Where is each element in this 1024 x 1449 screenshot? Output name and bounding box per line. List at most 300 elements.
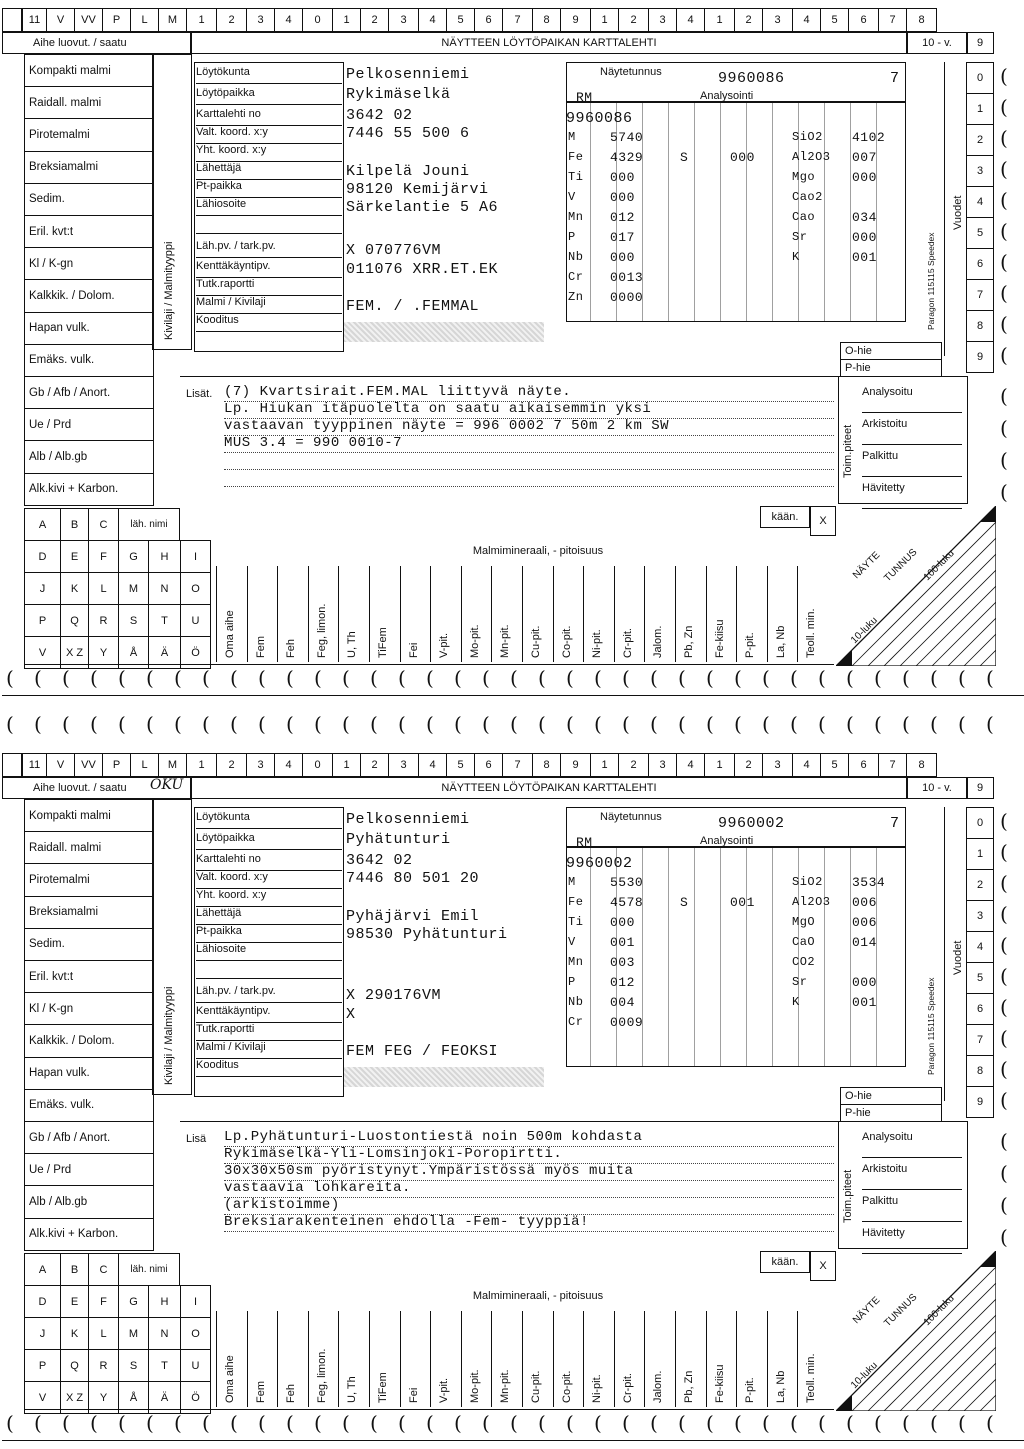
letter-cell[interactable] — [118, 1285, 149, 1318]
top-cell[interactable] — [446, 8, 475, 32]
top-cell-12[interactable] — [2, 8, 22, 32]
field-label-text: Kooditus — [196, 1059, 239, 1071]
element-value[interactable]: 4329 — [610, 150, 644, 165]
top-cell[interactable] — [274, 753, 303, 777]
toim-item[interactable] — [862, 1163, 962, 1190]
lahpv-value[interactable]: X 290176VM — [346, 987, 442, 1004]
top-cell[interactable] — [502, 8, 533, 32]
top-cell[interactable] — [648, 753, 677, 777]
kenttakaynti-value[interactable]: X — [346, 1006, 356, 1023]
top-cell[interactable] — [388, 753, 419, 777]
top-cell[interactable] — [360, 753, 389, 777]
top-cell[interactable] — [878, 753, 907, 777]
top-cell[interactable] — [186, 8, 217, 32]
letter-text: J — [39, 1327, 46, 1340]
top-cell[interactable] — [158, 753, 187, 777]
lokunta-value[interactable]: Pelkosenniemi — [346, 66, 470, 83]
mineral-label: TiFem — [377, 627, 389, 658]
analyysi-id: 9960002 — [566, 855, 633, 872]
top-cell[interactable] — [906, 753, 937, 777]
element-value[interactable]: 4578 — [610, 895, 644, 910]
hole-mark: ( — [902, 666, 910, 690]
toim-item[interactable] — [862, 418, 962, 445]
top-cell[interactable] — [332, 8, 361, 32]
letter-cell[interactable] — [118, 572, 149, 605]
letter-cell[interactable] — [148, 1317, 181, 1350]
hole-mark: ( — [370, 1411, 378, 1435]
lahpv-value[interactable]: X 070776VM — [346, 242, 442, 259]
left-label-row[interactable] — [24, 440, 154, 473]
right-row-number[interactable] — [966, 341, 994, 373]
top-cell[interactable] — [618, 753, 649, 777]
right-row-number[interactable] — [966, 993, 994, 1025]
top-cell[interactable] — [648, 8, 677, 32]
oxide-value[interactable]: 001 — [852, 250, 877, 265]
top-cell[interactable] — [474, 8, 503, 32]
left-label-row[interactable] — [24, 54, 154, 87]
right-row-number[interactable] — [966, 279, 994, 311]
letter-cell[interactable] — [180, 572, 211, 605]
kenttakaynti-value[interactable]: 011076 XRR.ET.EK — [346, 261, 499, 278]
left-label-row[interactable] — [24, 863, 154, 896]
oxide-value[interactable]: 4102 — [852, 130, 886, 145]
sulfur-value[interactable]: 001 — [730, 895, 755, 910]
toim-item[interactable] — [862, 1131, 962, 1158]
left-label-row[interactable] — [24, 1185, 154, 1218]
lisat-dotline — [224, 1231, 834, 1232]
letter-cell[interactable] — [118, 604, 149, 637]
letter-cell[interactable] — [148, 604, 181, 637]
toim-item[interactable] — [862, 482, 962, 509]
oxide-value[interactable]: 007 — [852, 150, 877, 165]
top-cell[interactable] — [388, 8, 419, 32]
naytetunnus-value[interactable]: 9960086 — [718, 70, 785, 87]
letter-cell[interactable] — [60, 508, 89, 541]
letter-cell[interactable] — [24, 508, 61, 541]
letter-text: Y — [99, 1391, 108, 1404]
top-cell[interactable] — [130, 8, 159, 32]
top-cell[interactable] — [360, 8, 389, 32]
aihe-header-label: Aihe luovut. / saatu — [33, 782, 127, 794]
oxide-value[interactable]: 000 — [852, 170, 877, 185]
analyysi-id: 9960086 — [566, 110, 633, 127]
letter-cell[interactable] — [60, 604, 89, 637]
letter-cell[interactable] — [118, 1349, 149, 1382]
letter-cell[interactable] — [88, 572, 119, 605]
top-cell[interactable] — [246, 753, 275, 777]
lisat-line: Lp.Pyhätunturi-Luostontiestä noin 500m kohdasta — [224, 1129, 643, 1145]
top-cell-label: 2 — [228, 14, 235, 26]
malmi-kivilaji-value[interactable]: FEM. / .FEMMAL — [346, 298, 480, 315]
left-label-row[interactable] — [24, 247, 154, 280]
top-cell[interactable] — [446, 753, 475, 777]
lisat-label: Lisä — [186, 1133, 207, 1145]
hole-mark: ( — [1000, 995, 1008, 1019]
top-cell[interactable] — [560, 8, 591, 32]
left-label-row[interactable] — [24, 1024, 154, 1057]
letter-cell[interactable] — [88, 1285, 119, 1318]
oxide-symbol: Sr — [792, 975, 808, 989]
hole-mark: ( — [1000, 416, 1008, 440]
top-cell[interactable] — [532, 753, 561, 777]
top-cell[interactable] — [704, 8, 735, 32]
malmi-kivilaji-value[interactable]: FEM FEG / FEOKSI — [346, 1043, 499, 1060]
hole-mark: ( — [650, 1411, 658, 1435]
letter-cell[interactable] — [60, 1317, 89, 1350]
kaan-box[interactable] — [760, 1251, 810, 1273]
top-cell[interactable] — [418, 8, 447, 32]
left-label-row[interactable] — [24, 279, 154, 312]
top-cell[interactable] — [906, 8, 937, 32]
top-cell[interactable] — [762, 8, 793, 32]
top-cell[interactable] — [560, 753, 591, 777]
top-cell[interactable] — [130, 753, 159, 777]
field-label-text: Pt-paikka — [196, 925, 242, 937]
top-cell-label: M — [167, 759, 178, 771]
left-label-row[interactable] — [24, 896, 154, 929]
grid-line — [720, 847, 721, 1067]
hole-mark: ( — [986, 1411, 994, 1435]
top-cell[interactable] — [590, 753, 619, 777]
top-cell-label: 6 — [485, 759, 492, 771]
right-row-number[interactable] — [966, 310, 994, 342]
mineral-label: Mo-pit. — [468, 1369, 481, 1403]
right-row-number[interactable] — [966, 1086, 994, 1118]
oxide-value[interactable]: 000 — [852, 230, 877, 245]
lopaikka-value[interactable]: Pyhätunturi — [346, 831, 451, 848]
lopaikka-value[interactable]: Rykimäselkä — [346, 86, 451, 103]
top-cell[interactable] — [22, 753, 47, 777]
top-cell[interactable] — [848, 753, 879, 777]
hole-mark: ( — [370, 666, 378, 690]
letter-text: N — [160, 1327, 169, 1340]
oxide-value[interactable]: 000 — [852, 975, 877, 990]
right-row-number[interactable] — [966, 62, 994, 94]
left-label-row[interactable] — [24, 86, 154, 119]
top-cell[interactable] — [22, 8, 47, 32]
o-hie-text: O-hie — [845, 1090, 872, 1102]
left-label-row[interactable] — [24, 312, 154, 345]
element-value[interactable]: 003 — [610, 955, 635, 970]
letter-cell[interactable] — [24, 572, 61, 605]
top-cell[interactable] — [102, 753, 131, 777]
oxide-value[interactable]: 006 — [852, 915, 877, 930]
letter-cell[interactable] — [24, 1285, 61, 1318]
top-cell[interactable] — [618, 8, 649, 32]
left-label-text: Eril. kvt:t — [29, 225, 74, 238]
right-row-number[interactable] — [966, 869, 994, 901]
lahettaja-value[interactable]: Kilpelä Jouni — [346, 163, 470, 180]
kaan-check[interactable] — [810, 506, 836, 536]
hole-mark: ( — [594, 712, 602, 736]
letter-cell[interactable] — [60, 1285, 89, 1318]
valt-koord-value[interactable]: 7446 55 500 6 — [346, 125, 470, 142]
letter-text: S — [129, 1359, 138, 1372]
element-value[interactable]: 017 — [610, 230, 635, 245]
right-row-number[interactable] — [966, 931, 994, 963]
lokunta-value[interactable]: Pelkosenniemi — [346, 811, 470, 828]
letter-text: Å — [129, 1391, 138, 1404]
hole-mark: ( — [1000, 448, 1008, 472]
top-cell[interactable] — [246, 8, 275, 32]
field-label-text: Karttalehti no — [196, 853, 261, 865]
element-value[interactable]: 000 — [610, 250, 635, 265]
element-value[interactable]: 000 — [610, 170, 635, 185]
element-value[interactable]: 000 — [610, 915, 635, 930]
right-row-number[interactable] — [966, 93, 994, 125]
left-label-row[interactable] — [24, 408, 154, 441]
hole-mark: ( — [1000, 809, 1008, 833]
element-value[interactable]: 004 — [610, 995, 635, 1010]
toim-item[interactable] — [862, 1195, 962, 1222]
left-label-row[interactable] — [24, 960, 154, 993]
letter-cell[interactable] — [88, 540, 119, 573]
top-cell[interactable] — [216, 8, 247, 32]
toim-item[interactable] — [862, 1227, 962, 1254]
top-cell[interactable] — [186, 753, 217, 777]
oxide-value[interactable]: 3534 — [852, 875, 886, 890]
letter-text: K — [70, 582, 79, 595]
right-row-number[interactable] — [966, 962, 994, 994]
letter-cell[interactable] — [24, 1349, 61, 1382]
right-row-number[interactable] — [966, 124, 994, 156]
letter-cell[interactable] — [88, 1253, 119, 1286]
top-cell[interactable] — [704, 753, 735, 777]
letter-cell[interactable] — [24, 1253, 61, 1286]
left-label-row[interactable] — [24, 215, 154, 248]
left-label-row[interactable] — [24, 1057, 154, 1090]
top-cell-label: M — [167, 14, 178, 26]
grid-line — [746, 102, 747, 322]
letter-cell[interactable] — [148, 572, 181, 605]
element-value[interactable]: 012 — [610, 210, 635, 225]
kaan-box[interactable] — [760, 506, 810, 528]
element-value[interactable]: 001 — [610, 935, 635, 950]
hole-mark: ( — [538, 666, 546, 690]
karttalehti-value[interactable]: 3642 02 — [346, 107, 413, 124]
top-cell[interactable] — [74, 8, 103, 32]
toim-item[interactable] — [862, 386, 962, 413]
field-label-text: Tutk.raportti — [196, 278, 255, 290]
kaan-check[interactable] — [810, 1251, 836, 1281]
right-row-number[interactable] — [966, 217, 994, 249]
top-cell[interactable] — [820, 8, 849, 32]
top-cell[interactable] — [762, 753, 793, 777]
bottom-line — [2, 1440, 1024, 1441]
sulfur-value[interactable]: 000 — [730, 150, 755, 165]
mineral-label: Teoll. min. — [805, 608, 818, 658]
malmimineraali-header — [242, 540, 834, 562]
top-cell-12[interactable] — [2, 753, 22, 777]
letter-cell[interactable] — [180, 540, 211, 573]
letter-cell[interactable] — [88, 604, 119, 637]
right-row-number-text: 0 — [976, 72, 984, 84]
oxide-value[interactable]: 001 — [852, 995, 877, 1010]
top-cell-label: 3 — [257, 14, 264, 26]
top-cell[interactable] — [792, 8, 821, 32]
left-label-row[interactable] — [24, 151, 154, 184]
left-label-row[interactable] — [24, 799, 154, 832]
top-cell[interactable] — [274, 8, 303, 32]
left-label-row[interactable] — [24, 831, 154, 864]
grid-line — [720, 102, 721, 322]
p-hie-text: P-hie — [845, 362, 871, 374]
left-label-row[interactable] — [24, 376, 154, 409]
hole-mark: ( — [258, 1411, 266, 1435]
oxide-value[interactable]: 006 — [852, 895, 877, 910]
element-value[interactable]: 0000 — [610, 290, 644, 305]
right-row-number[interactable] — [966, 807, 994, 839]
left-label-row[interactable] — [24, 1153, 154, 1186]
ptpaikka-value[interactable]: 98120 Kemijärvi — [346, 181, 489, 198]
letter-text: C — [99, 518, 108, 531]
top-cell[interactable] — [878, 8, 907, 32]
toim-item-text: Hävitetty — [862, 482, 905, 494]
left-label-text: Emäks. vulk. — [29, 354, 95, 367]
letter-cell[interactable] — [148, 540, 181, 573]
letter-cell[interactable] — [60, 572, 89, 605]
left-label-row[interactable] — [24, 183, 154, 216]
header-right-num — [966, 777, 994, 799]
letter-text: Ö — [191, 646, 200, 659]
hole-mark: ( — [1000, 188, 1008, 212]
hole-mark: ( — [230, 666, 238, 690]
top-cell[interactable] — [734, 753, 763, 777]
top-cell-label: 2 — [371, 14, 378, 26]
element-value[interactable]: 0013 — [610, 270, 644, 285]
field-label-text: Kenttäkäyntipv. — [196, 1005, 271, 1017]
letter-cell[interactable] — [180, 1317, 211, 1350]
grid-line — [694, 102, 695, 322]
top-cell[interactable] — [332, 753, 361, 777]
letter-cell[interactable] — [180, 1349, 211, 1382]
field-label-text: Valt. koord. x:y — [196, 126, 268, 138]
naytetunnus-value[interactable]: 9960002 — [718, 815, 785, 832]
hole-mark: ( — [706, 666, 714, 690]
toim-label: Toim.piteet — [842, 1169, 854, 1223]
left-label-row[interactable] — [24, 1089, 154, 1122]
letter-cell[interactable] — [148, 1285, 181, 1318]
left-label-row[interactable] — [24, 928, 154, 961]
right-row-number[interactable] — [966, 900, 994, 932]
letter-cell[interactable] — [88, 1317, 119, 1350]
lahiosoite-value[interactable]: Särkelantie 5 A6 — [346, 199, 499, 216]
top-cell[interactable] — [158, 8, 187, 32]
lahettaja-value[interactable]: Pyhäjärvi Emil — [346, 908, 480, 925]
letter-text: L — [100, 1327, 107, 1340]
top-cell-label: 5 — [831, 759, 838, 771]
top-cell[interactable] — [216, 753, 247, 777]
ptpaikka-value[interactable]: 98530 Pyhätunturi — [346, 926, 508, 943]
letter-cell[interactable] — [88, 508, 119, 541]
top-cell[interactable] — [676, 753, 705, 777]
top-cell[interactable] — [102, 8, 131, 32]
left-label-row[interactable] — [24, 118, 154, 151]
letter-cell[interactable] — [60, 1253, 89, 1286]
top-cell[interactable] — [590, 8, 619, 32]
letter-text: M — [128, 1327, 139, 1340]
left-label-row[interactable] — [24, 992, 154, 1025]
letter-cell[interactable] — [24, 1317, 61, 1350]
top-cell[interactable] — [502, 753, 533, 777]
top-cell-label: 11 — [28, 14, 41, 26]
letter-cell[interactable] — [24, 604, 61, 637]
letter-cell[interactable] — [180, 1285, 211, 1318]
right-row-number[interactable] — [966, 1055, 994, 1087]
toim-item-text: Palkittu — [862, 450, 899, 462]
left-label-row[interactable] — [24, 1218, 154, 1251]
top-cell-label: 1 — [198, 14, 205, 26]
element-value[interactable]: 000 — [610, 190, 635, 205]
top-cell[interactable] — [46, 753, 75, 777]
letter-cell[interactable] — [118, 540, 149, 573]
element-value[interactable]: 0009 — [610, 1015, 644, 1030]
top-cell[interactable] — [734, 8, 763, 32]
top-cell[interactable] — [848, 8, 879, 32]
right-row-number[interactable] — [966, 838, 994, 870]
hole-mark: ( — [790, 666, 798, 690]
right-row-number-text: 9 — [976, 1096, 984, 1108]
top-cell[interactable] — [820, 753, 849, 777]
right-row-number[interactable] — [966, 248, 994, 280]
oxide-value[interactable]: 014 — [852, 935, 877, 950]
letter-cell[interactable] — [60, 1349, 89, 1382]
top-cell[interactable] — [676, 8, 705, 32]
letter-text: G — [129, 550, 138, 563]
top-cell[interactable] — [418, 753, 447, 777]
left-label-row[interactable] — [24, 344, 154, 377]
hole-mark: ( — [1000, 126, 1008, 150]
top-cell[interactable] — [74, 753, 103, 777]
toim-item[interactable] — [862, 450, 962, 477]
letter-cell[interactable] — [88, 1349, 119, 1382]
mineral-label: Jalom. — [652, 1370, 665, 1403]
oxide-symbol: K — [792, 250, 800, 264]
letter-cell[interactable] — [60, 540, 89, 573]
grid-line — [772, 102, 773, 322]
left-label-row[interactable] — [24, 473, 154, 506]
letter-cell[interactable] — [24, 540, 61, 573]
p-hie — [840, 1104, 942, 1122]
letter-cell[interactable] — [148, 1349, 181, 1382]
top-cell[interactable] — [532, 8, 561, 32]
element-value[interactable]: 5530 — [610, 875, 644, 890]
top-cell[interactable] — [46, 8, 75, 32]
lisat-box — [180, 376, 840, 536]
top-cell[interactable] — [792, 753, 821, 777]
hole-mark: ( — [62, 666, 70, 690]
element-value[interactable]: 5740 — [610, 130, 644, 145]
hole-mark: ( — [1000, 343, 1008, 367]
lisat-dotline — [224, 452, 834, 453]
element-value[interactable]: 012 — [610, 975, 635, 990]
top-cell[interactable] — [474, 753, 503, 777]
top-cell[interactable] — [302, 8, 333, 32]
oxide-value[interactable]: 034 — [852, 210, 877, 225]
right-row-number[interactable] — [966, 155, 994, 187]
karttalehti-value[interactable]: 3642 02 — [346, 852, 413, 869]
letter-cell[interactable] — [118, 1317, 149, 1350]
top-cell[interactable] — [302, 753, 333, 777]
right-row-number[interactable] — [966, 1024, 994, 1056]
left-label-row[interactable] — [24, 1121, 154, 1154]
left-label-text: Kalkkik. / Dolom. — [29, 289, 115, 302]
valt-koord-value[interactable]: 7446 80 501 20 — [346, 870, 480, 887]
letter-cell[interactable] — [180, 604, 211, 637]
mineral-label: V-pit. — [438, 1377, 451, 1403]
right-row-number[interactable] — [966, 186, 994, 218]
lisat-dotline — [224, 486, 834, 487]
